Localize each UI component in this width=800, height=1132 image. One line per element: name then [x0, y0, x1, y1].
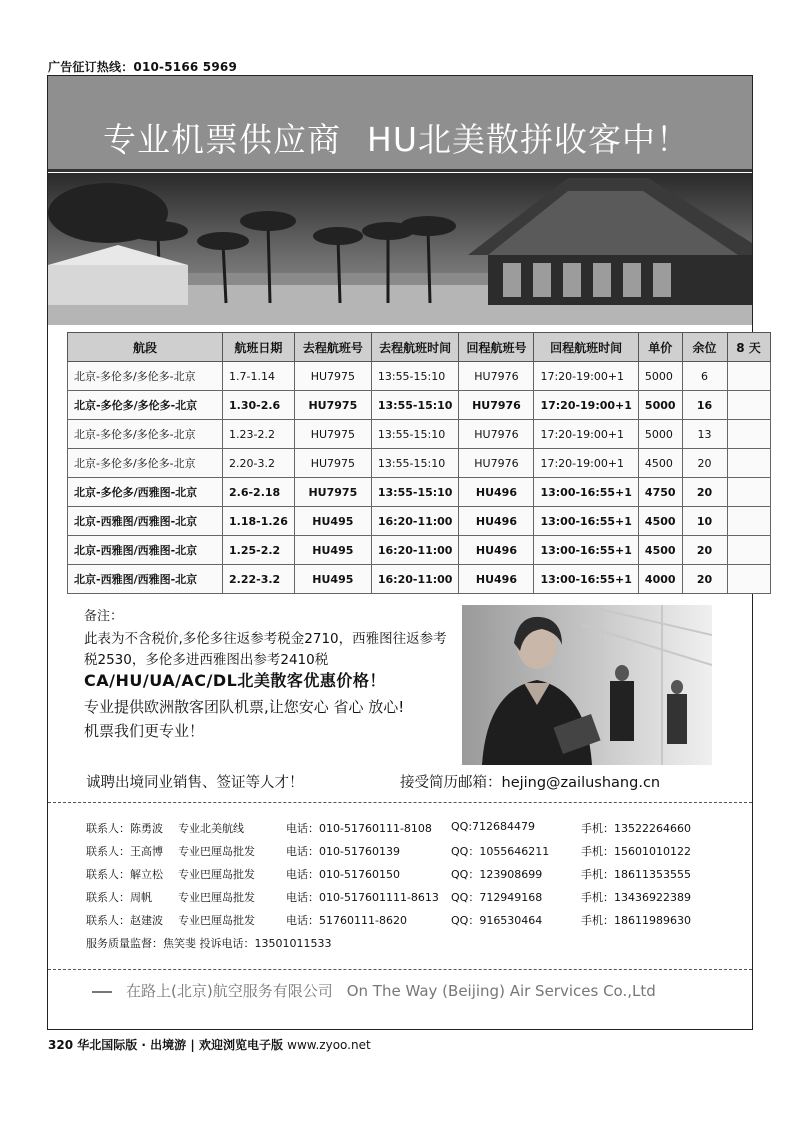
table-row	[68, 362, 771, 391]
out-flight-cell: HU7975	[294, 362, 371, 391]
out-time-cell: 16:20-11:00	[371, 565, 459, 594]
promo-line-1: 专业提供欧洲散客团队机票,让您安心 省心 放心!	[84, 698, 405, 716]
date-cell: 1.25-2.2	[223, 536, 295, 565]
date-cell: 1.7-1.14	[223, 362, 295, 391]
business-photo	[462, 605, 712, 765]
notes-block	[84, 605, 464, 671]
ret-flight-cell: HU496	[459, 565, 534, 594]
price-cell: 4000	[638, 565, 682, 594]
page-footer	[48, 1036, 371, 1053]
contact-phone: 电话：010-51760150	[286, 868, 400, 881]
header-seats: 余位	[682, 333, 727, 362]
ret-time-cell: 13:00-16:55+1	[534, 507, 638, 536]
header-price: 单价	[638, 333, 682, 362]
out-flight-cell: HU495	[294, 507, 371, 536]
out-time-cell: 16:20-11:00	[371, 536, 459, 565]
banner	[48, 76, 752, 172]
route-cell: 北京-西雅图/西雅图-北京	[68, 536, 223, 565]
banner-title-part1: 专业机票供应商	[103, 120, 341, 159]
eight-day-cell	[727, 478, 770, 507]
ret-flight-cell: HU7976	[459, 391, 534, 420]
contact-person: 联系人：赵建波	[86, 914, 163, 927]
table-row	[68, 507, 771, 536]
header-out-no: 去程航班号	[294, 333, 371, 362]
company-cn: 在路上(北京)航空服务有限公司	[126, 982, 333, 1000]
contact-role: 专业巴厘岛批发	[178, 914, 255, 927]
route-cell: 北京-多伦多/多伦多-北京	[68, 420, 223, 449]
table-row	[68, 565, 771, 594]
price-cell: 5000	[638, 391, 682, 420]
company-en: On The Way (Beijing) Air Services Co.,Ltd	[346, 982, 656, 1000]
ret-flight-cell: HU496	[459, 478, 534, 507]
contact-mobile: 手机：18611989630	[581, 914, 691, 927]
notes-heading: 备注：	[84, 609, 124, 624]
contact-person: 联系人：解立松	[86, 868, 163, 881]
table-row	[68, 536, 771, 565]
header-8days: 8 天	[727, 333, 770, 362]
header-ret-time: 回程航班时间	[534, 333, 638, 362]
contact-person: 联系人：陈勇波	[86, 822, 163, 835]
seats-cell: 20	[682, 449, 727, 478]
service-supervision: 服务质量监督：焦笑斐 投诉电话：13501011533	[86, 937, 332, 950]
route-cell: 北京-多伦多/多伦多-北京	[68, 391, 223, 420]
businesswoman-illustration	[462, 605, 712, 765]
contact-role: 专业巴厘岛批发	[178, 845, 255, 858]
contact-mobile: 手机：13436922389	[581, 891, 691, 904]
date-cell: 2.22-3.2	[223, 565, 295, 594]
header-date: 航班日期	[223, 333, 295, 362]
divider-2	[48, 969, 752, 970]
out-time-cell: 13:55-15:10	[371, 420, 459, 449]
promo-line-2: 机票我们更专业！	[84, 722, 205, 740]
out-flight-cell: HU7975	[294, 449, 371, 478]
price-cell: 4500	[638, 449, 682, 478]
contact-phone: 电话：010-51760111-8108	[286, 822, 432, 835]
route-cell: 北京-西雅图/西雅图-北京	[68, 565, 223, 594]
date-cell: 1.23-2.2	[223, 420, 295, 449]
banner-title	[103, 114, 690, 161]
eight-day-cell	[727, 391, 770, 420]
ad-hotline: 广告征订热线：010-5166 5969	[48, 60, 238, 74]
price-cell: 4750	[638, 478, 682, 507]
company-name	[92, 980, 656, 1001]
flight-table	[67, 332, 771, 594]
date-cell: 2.20-3.2	[223, 449, 295, 478]
eight-day-cell	[727, 565, 770, 594]
contact-qq: QQ：916530464	[451, 914, 543, 927]
route-cell: 北京-多伦多/多伦多-北京	[68, 362, 223, 391]
header-route: 航段	[68, 333, 223, 362]
seats-cell: 13	[682, 420, 727, 449]
ret-flight-cell: HU7976	[459, 362, 534, 391]
ret-time-cell: 13:00-16:55+1	[534, 565, 638, 594]
contact-role: 专业巴厘岛批发	[178, 868, 255, 881]
out-time-cell: 16:20-11:00	[371, 507, 459, 536]
contact-mobile: 手机：13522264660	[581, 822, 691, 835]
table-header-row	[68, 333, 771, 362]
price-cell: 4500	[638, 536, 682, 565]
price-cell: 5000	[638, 362, 682, 391]
route-cell: 北京-多伦多/多伦多-北京	[68, 449, 223, 478]
eight-day-cell	[727, 420, 770, 449]
table-row	[68, 391, 771, 420]
table-row	[68, 478, 771, 507]
resort-illustration	[48, 173, 752, 325]
out-flight-cell: HU495	[294, 536, 371, 565]
contact-person: 联系人：周帆	[86, 891, 152, 904]
seats-cell: 10	[682, 507, 727, 536]
contact-mobile: 手机：15601010122	[581, 845, 691, 858]
route-cell: 北京-西雅图/西雅图-北京	[68, 507, 223, 536]
date-cell: 2.6-2.18	[223, 478, 295, 507]
eight-day-cell	[727, 536, 770, 565]
company-dash	[92, 991, 112, 993]
resort-photo	[48, 173, 752, 325]
contact-person: 联系人：王高博	[86, 845, 163, 858]
seats-cell: 20	[682, 536, 727, 565]
contact-role: 专业北美航线	[178, 822, 244, 835]
contact-role: 专业巴厘岛批发	[178, 891, 255, 904]
out-time-cell: 13:55-15:10	[371, 478, 459, 507]
welcome-text: 欢迎浏览电子版	[198, 1038, 283, 1052]
seats-cell: 20	[682, 478, 727, 507]
contact-mobile: 手机：18611353555	[581, 868, 691, 881]
ret-flight-cell: HU7976	[459, 420, 534, 449]
ret-time-cell: 17:20-19:00+1	[534, 420, 638, 449]
contact-phone: 电话：51760111-8620	[286, 914, 407, 927]
eight-day-cell	[727, 362, 770, 391]
contact-phone: 电话：010-517601111-8613	[286, 891, 439, 904]
out-time-cell: 13:55-15:10	[371, 362, 459, 391]
divider-1	[48, 802, 752, 803]
out-time-cell: 13:55-15:10	[371, 391, 459, 420]
footer-separator: |	[190, 1038, 195, 1052]
ret-time-cell: 13:00-16:55+1	[534, 536, 638, 565]
date-cell: 1.18-1.26	[223, 507, 295, 536]
date-cell: 1.30-2.6	[223, 391, 295, 420]
notes-line-1: 此表为不含税价,多伦多往返参考税金2710，西雅图往返参考	[84, 631, 447, 647]
ret-flight-cell: HU496	[459, 536, 534, 565]
ret-flight-cell: HU496	[459, 507, 534, 536]
contact-qq: QQ：1055646211	[451, 845, 550, 858]
banner-title-part2: HU北美散拼收客中！	[367, 120, 690, 159]
contact-qq: QQ：712949168	[451, 891, 543, 904]
table-row	[68, 449, 771, 478]
ret-time-cell: 17:20-19:00+1	[534, 362, 638, 391]
promo-headline: CA/HU/UA/AC/DL北美散客优惠价格！	[84, 671, 386, 690]
notes-line-2: 税2530，多伦多进西雅图出参考2410税	[84, 652, 329, 668]
seats-cell: 6	[682, 362, 727, 391]
recruit-text: 诚聘出境同业销售、签证等人才！	[86, 775, 304, 791]
resume-email[interactable]: 接受简历邮箱：hejing@zailushang.cn	[400, 775, 661, 791]
ret-flight-cell: HU7976	[459, 449, 534, 478]
header-out-time: 去程航班时间	[371, 333, 459, 362]
ret-time-cell: 17:20-19:00+1	[534, 391, 638, 420]
contact-qq: QQ:712684479	[451, 820, 536, 833]
website-link[interactable]: www.zyoo.net	[287, 1038, 371, 1052]
out-flight-cell: HU7975	[294, 478, 371, 507]
page-number: 320	[48, 1038, 74, 1052]
eight-day-cell	[727, 507, 770, 536]
seats-cell: 20	[682, 565, 727, 594]
contact-phone: 电话：010-51760139	[286, 845, 400, 858]
ret-time-cell: 13:00-16:55+1	[534, 478, 638, 507]
ret-time-cell: 17:20-19:00+1	[534, 449, 638, 478]
seats-cell: 16	[682, 391, 727, 420]
out-time-cell: 13:55-15:10	[371, 449, 459, 478]
table-row	[68, 420, 771, 449]
publication-name: 华北国际版 · 出境游	[77, 1038, 187, 1052]
price-cell: 4500	[638, 507, 682, 536]
header-ret-no: 回程航班号	[459, 333, 534, 362]
route-cell: 北京-多伦多/西雅图-北京	[68, 478, 223, 507]
contact-qq: QQ：123908699	[451, 868, 543, 881]
eight-day-cell	[727, 449, 770, 478]
out-flight-cell: HU7975	[294, 420, 371, 449]
price-cell: 5000	[638, 420, 682, 449]
out-flight-cell: HU7975	[294, 391, 371, 420]
out-flight-cell: HU495	[294, 565, 371, 594]
